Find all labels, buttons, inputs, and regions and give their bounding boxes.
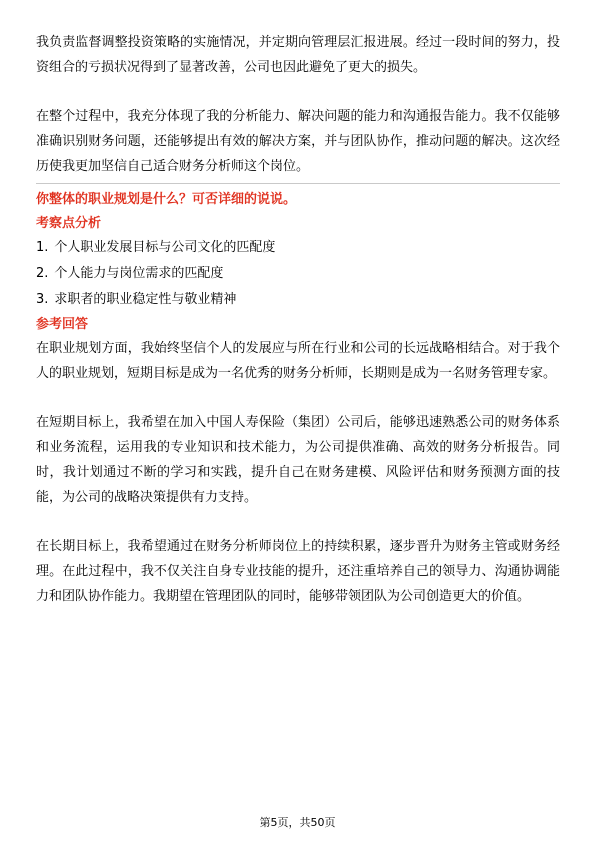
section-divider [36, 183, 560, 184]
reference-paragraph-3: 在长期目标上，我希望通过在财务分析师岗位上的持续积累，逐步晋升为财务主管或财务经理。在此过程中，我不仅关注自身专业技能的提升，还注重培养自己的领导力、沟通协调能力和团队协作能力。我期望在管理团队的同时，能够带领团队为公司创造更大的价值。 [36, 539, 560, 604]
page-number-footer: 第5页，共50页 [259, 816, 336, 829]
spacer [36, 510, 560, 534]
reference-heading: 参考回答 [36, 317, 89, 332]
reference-paragraph-1: 在职业规划方面，我始终坚信个人的发展应与所在行业和公司的长远战略相结合。对于我个人的职业规划，短期目标是成为一名优秀的财务分析师，长期则是成为一名财务管理专家。 [36, 341, 560, 381]
spacer [36, 386, 560, 410]
list-item: 1. 个人职业发展目标与公司文化的匹配度 [36, 240, 276, 255]
reference-paragraph-2: 在短期目标上，我希望在加入中国人寿保险（集团）公司后，能够迅速熟悉公司的财务体系和业务流程，运用我的专业知识和技术能力，为公司提供准确、高效的财务分析报告。同时，我计划通过不断的学习和实践，提升自己在财务建模、风险评估和财务预测方面的技能，为公司的战略决策提供有力支持。 [36, 415, 560, 505]
list-item: 3. 求职者的职业稳定性与敬业精神 [36, 292, 237, 307]
analysis-heading: 考察点分析 [36, 216, 102, 231]
prev-answer-paragraph-2: 在整个过程中，我充分体现了我的分析能力、解决问题的能力和沟通报告能力。我不仅能够准确识别财务问题，还能够提出有效的解决方案，并与团队协作，推动问题的解决。这次经历使我更加坚信自己适合财务分析师这个岗位。 [36, 109, 560, 174]
analysis-list [36, 235, 560, 313]
spacer [36, 80, 560, 104]
page-content [36, 30, 560, 609]
list-item: 2. 个人能力与岗位需求的匹配度 [36, 266, 224, 281]
prev-answer-paragraph-1: 我负责监督调整投资策略的实施情况，并定期向管理层汇报进展。经过一段时间的努力，投资组合的亏损状况得到了显著改善，公司也因此避免了更大的损失。 [36, 35, 560, 75]
question-title: 你整体的职业规划是什么？可否详细的说说。 [36, 192, 297, 207]
